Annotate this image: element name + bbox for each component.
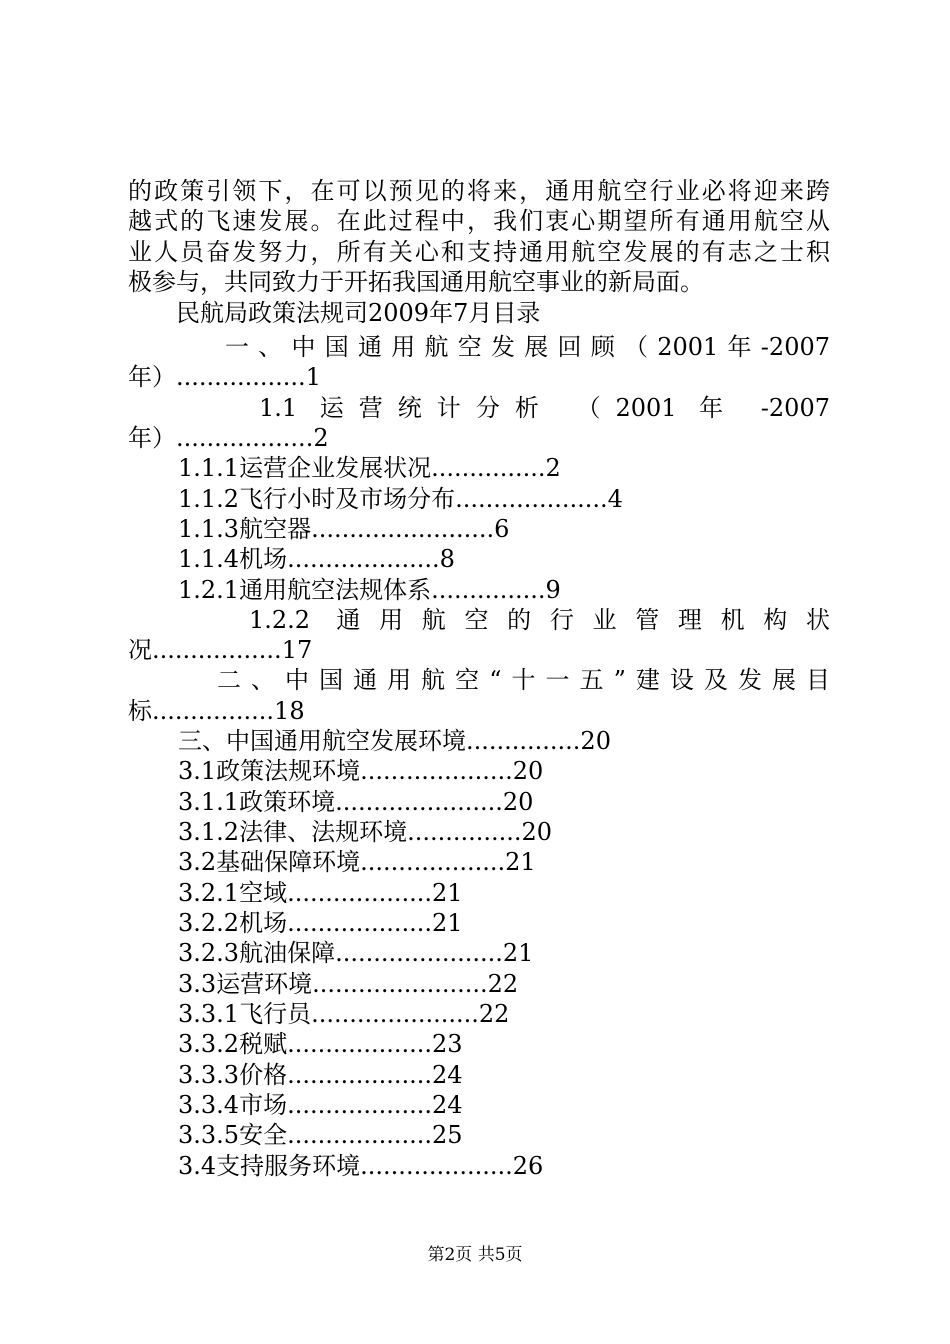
- toc-entry-line: 1.1 运营统计分析 （2001 年 -2007: [259, 394, 830, 422]
- toc-entry: 3.3运营环境.......................22: [178, 970, 519, 998]
- signature-line: 民航局政策法规司2009年7月目录: [176, 299, 541, 327]
- toc-entry: 3.3.2税赋...................23: [178, 1030, 463, 1058]
- toc-entry-line: 1.2.2 通用航空的行业管理机构状: [249, 606, 830, 634]
- toc-entry: 3.2基础保障环境...................21: [178, 848, 536, 876]
- toc-entry: 3.3.1飞行员......................22: [178, 1000, 510, 1028]
- toc-entry-line: 年）..................2: [128, 424, 329, 452]
- page-footer: 第2页 共5页: [427, 1245, 523, 1265]
- toc-entry: 3.3.5安全...................25: [178, 1121, 463, 1149]
- toc-entry: 1.1.1运营企业发展状况...............2: [178, 454, 561, 482]
- toc-entry: 3.1.1政策环境......................20: [178, 788, 534, 816]
- toc-entry: 1.2.1通用航空法规体系...............9: [178, 576, 561, 604]
- toc-entry: 3.1政策法规环境....................20: [178, 757, 544, 785]
- toc-entry: 3.2.1空域...................21: [178, 879, 463, 907]
- toc-entry: 三、中国通用航空发展环境...............20: [178, 727, 611, 755]
- toc-entry: 3.1.2法律、法规环境...............20: [178, 818, 553, 846]
- toc-entry-line: 一、中国通用航空发展回顾（2001年-2007: [225, 333, 830, 361]
- toc-entry: 1.1.4机场....................8: [178, 545, 455, 573]
- toc-entry: 3.2.2机场...................21: [178, 909, 463, 937]
- toc-entry-line: 二、中国通用航空“十一五”建设及发展目: [217, 666, 830, 694]
- toc-entry-line: 况.................17: [128, 636, 313, 664]
- toc-entry: 3.2.3航油保障......................21: [178, 939, 534, 967]
- toc-entry: 3.3.4市场...................24: [178, 1091, 463, 1119]
- toc-entry: 3.3.3价格...................24: [178, 1061, 463, 1089]
- paragraph-line: 业人员奋发努力，所有关心和支持通用航空发展的有志之士积: [128, 238, 830, 266]
- toc-entry: 1.1.3航空器........................6: [178, 515, 510, 543]
- paragraph-line: 的政策引领下，在可以预见的将来，通用航空行业必将迎来跨: [128, 177, 830, 205]
- toc-entry-line: 年）.................1: [128, 363, 321, 391]
- toc-entry: 3.4支持服务环境....................26: [178, 1152, 544, 1180]
- paragraph-line: 极参与，共同致力于开拓我国通用航空事业的新局面。: [128, 268, 704, 296]
- toc-entry-line: 标................18: [128, 697, 305, 725]
- toc-entry: 1.1.2飞行小时及市场分布....................4: [178, 485, 623, 513]
- paragraph-line: 越式的飞速发展。在此过程中，我们衷心期望所有通用航空从: [128, 207, 830, 235]
